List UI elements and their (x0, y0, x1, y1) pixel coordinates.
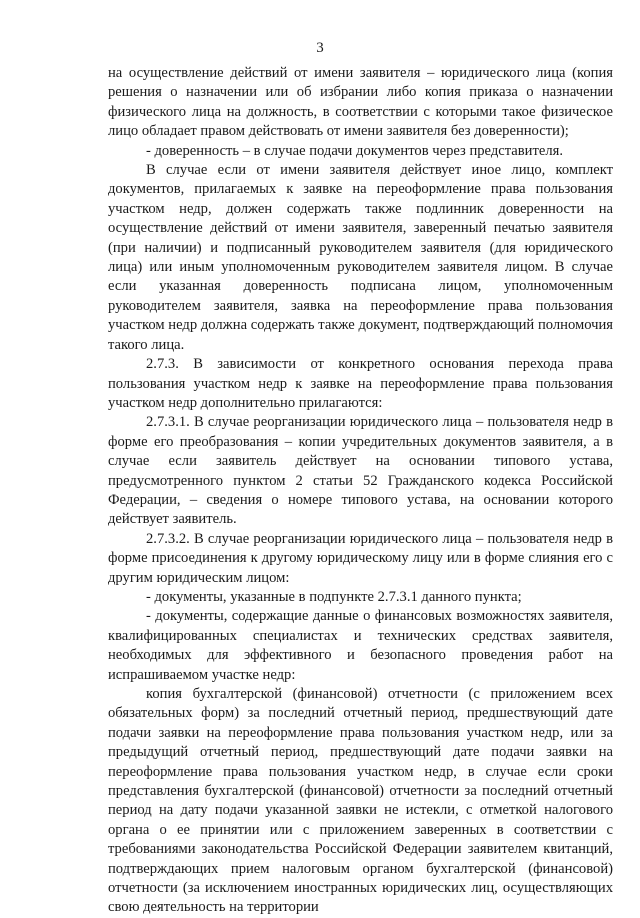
paragraph: В случае если от имени заявителя действует иное лицо, комплект документов, прилагаемых к заявке на переоформление права пользования участком недр, должен содержать также подлинник доверенности на осуществление действий от имени заявителя, заверенный печатью заявителя (при наличии) и подписанный руководителем заявителя (для юридического лица) или иным уполномоченным руководителем заявителя лицом. В случае если указанная доверенность подписана лицом, уполномоченным руководителем заявителя, заявка на переоформление права пользования участком недр должна содержать также документ, подтверждающий полномочия такого лица. (108, 162, 613, 353)
document-body (108, 64, 613, 918)
paragraph: на осуществление действий от имени заявителя – юридического лица (копия решения о назначении или об избрании либо копия приказа о назначении физического лица на должность, в соответствии с которыми такое физическое лицо обладает правом действовать от имени заявителя без доверенности); (108, 65, 613, 140)
page-number: 3 (316, 40, 324, 56)
paragraph: - доверенность – в случае подачи документов через представителя. (146, 142, 563, 159)
paragraph: - документы, указанные в подпункте 2.7.3.1 данного пункта; (146, 588, 522, 605)
paragraph: 2.7.3. В зависимости от конкретного основания перехода права пользования участком недр к заявке на переоформление права пользования участком недр дополнительно прилагаются: (108, 356, 613, 411)
paragraph: 2.7.3.1. В случае реорганизации юридического лица – пользователя недр в форме его преобразования – копии учредительных документов заявителя, а в случае если заявитель действует на основании типового устава, предусмотренного пунктом 2 статьи 52 Гражданского кодекса Российской Федерации, – сведения о номере типового устава, на основании которого действует заявитель. (108, 414, 613, 528)
paragraph: - документы, содержащие данные о финансовых возможностях заявителя, квалифицированных специалистах и технических средствах заявителя, необходимых для эффективного и безопасного проведения работ на испрашиваемом участке недр: (108, 608, 613, 683)
paragraph: копия бухгалтерской (финансовой) отчетности (с приложением всех обязательных форм) за последний отчетный период, предшествующий дате подачи заявки на переоформление права пользования участком недр, или за предыдущий отчетный период, предшествующий дате подачи заявки на переоформление права пользования участком недр, в случае если сроки представления бухгалтерской (финансовой) отчетности за последний отчетный период на дату подачи указанной заявки не истекли, с отметкой налогового органа о ее принятии или с приложением заверенных в соответствии с требованиями законодательства Российской Федерации заявителем квитанций, подтверждающих прием налоговым органом бухгалтерской (финансовой) отчетности (за исключением иностранных юридических лиц, осуществляющих свою деятельность на территории (108, 686, 613, 916)
paragraph: 2.7.3.2. В случае реорганизации юридического лица – пользователя недр в форме присоединения к другому юридическому лицу или в форме слияния его с другим юридическим лицом: (108, 530, 613, 586)
